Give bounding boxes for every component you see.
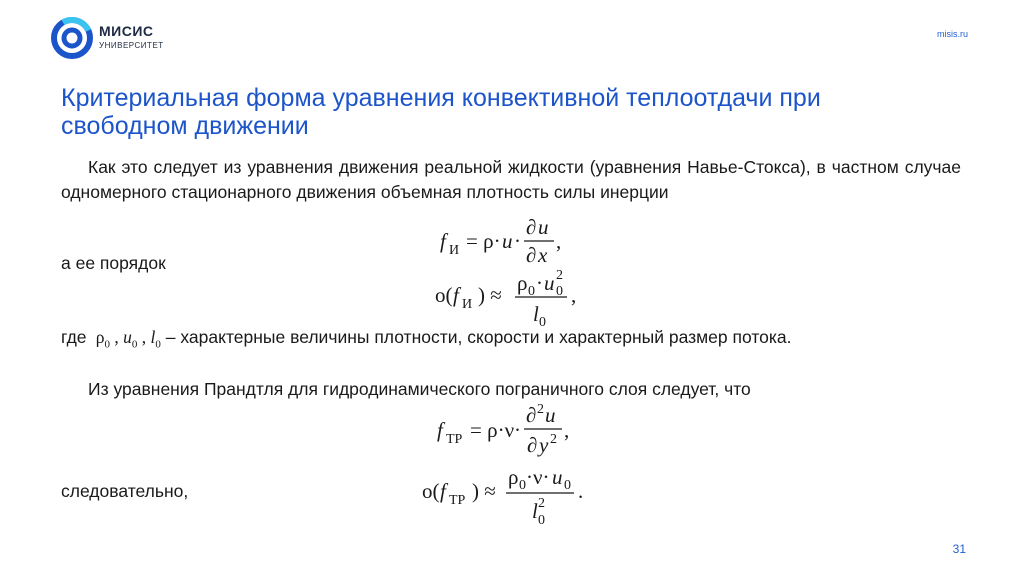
svg-text:·ν·: ·ν·: [526, 465, 550, 489]
slide-title: Критериальная форма уравнения конвективной теплоотдачи при свободном движении: [61, 84, 821, 140]
svg-text:) ≈: ) ≈: [478, 283, 502, 307]
misis-logo-icon: [51, 17, 93, 59]
svg-text:x: x: [538, 243, 548, 267]
label-order: а ее порядок: [61, 253, 166, 273]
formula-inertia-order: [435, 266, 625, 330]
svg-text:ρ: ρ: [508, 465, 519, 489]
svg-text:0: 0: [556, 284, 563, 299]
svg-text:u: u: [538, 215, 549, 239]
formula-inertia-force: [440, 215, 600, 267]
where-prefix: где: [61, 327, 87, 347]
label-hence: следовательно,: [61, 481, 189, 501]
svg-text:= ρ·ν·: = ρ·ν·: [470, 418, 522, 442]
svg-text:u: u: [544, 271, 555, 295]
svg-text:2: 2: [538, 496, 545, 511]
svg-text:0: 0: [539, 315, 546, 330]
where-symbols: $\rho_0$ , $u_0$ , $l_0$: [91, 327, 161, 351]
svg-text:0: 0: [528, 284, 535, 299]
svg-text:∂: ∂: [526, 243, 537, 267]
site-link[interactable]: misis.ru: [937, 29, 968, 39]
svg-text:0: 0: [564, 478, 571, 493]
svg-text:,: ,: [564, 418, 570, 442]
svg-text:o(: o(: [422, 479, 440, 503]
svg-text:,: ,: [571, 283, 577, 307]
svg-text:,: ,: [556, 229, 562, 253]
university-logo: [51, 17, 181, 59]
svg-text:f: f: [440, 229, 446, 253]
svg-text:·: ·: [514, 229, 521, 253]
svg-text:2: 2: [537, 402, 544, 417]
svg-text:u: u: [552, 465, 563, 489]
svg-text:f: f: [453, 283, 459, 307]
svg-text:И: И: [462, 297, 473, 312]
svg-text:∂: ∂: [526, 215, 537, 239]
where-line: [61, 327, 792, 351]
svg-text:0: 0: [519, 478, 526, 493]
formula-friction-order: [422, 462, 622, 534]
brand-name: МИСИС: [99, 23, 154, 39]
svg-text:2: 2: [550, 432, 557, 447]
paragraph-inertia: Как это следует из уравнения движения реальной жидкости (уравнения Навье-Стокса), в частном случае одномерного стационарного движения объемная плотность силы инерции: [61, 157, 961, 202]
svg-text:2: 2: [556, 268, 563, 283]
svg-text:∂: ∂: [526, 403, 537, 427]
svg-text:l: l: [533, 302, 539, 326]
svg-text:o(: o(: [435, 283, 453, 307]
svg-text:f: f: [440, 479, 446, 503]
svg-text:= ρ·: = ρ·: [466, 229, 501, 253]
svg-text:ТР: ТР: [449, 493, 466, 508]
where-rest: – характерные величины плотности, скорости и характерный размер потока.: [160, 327, 792, 347]
svg-text:l: l: [532, 499, 538, 523]
paragraph-prandtl: Из уравнения Прандтля для гидродинамического пограничного слоя следует, что: [88, 379, 751, 399]
svg-text:u: u: [502, 229, 513, 253]
svg-text:ρ: ρ: [517, 271, 528, 295]
svg-text:.: .: [578, 479, 584, 503]
svg-text:·: ·: [536, 271, 543, 295]
svg-text:ТР: ТР: [446, 432, 463, 447]
svg-text:) ≈: ) ≈: [472, 479, 496, 503]
svg-text:И: И: [449, 243, 460, 258]
formula-friction-force: [437, 402, 607, 462]
svg-text:0: 0: [538, 513, 545, 528]
brand-subtitle: УНИВЕРСИТЕТ: [99, 41, 164, 50]
svg-text:y: y: [539, 433, 549, 457]
svg-text:f: f: [437, 418, 443, 442]
svg-text:∂: ∂: [527, 433, 538, 457]
svg-text:u: u: [545, 403, 556, 427]
page-number: 31: [952, 542, 966, 556]
